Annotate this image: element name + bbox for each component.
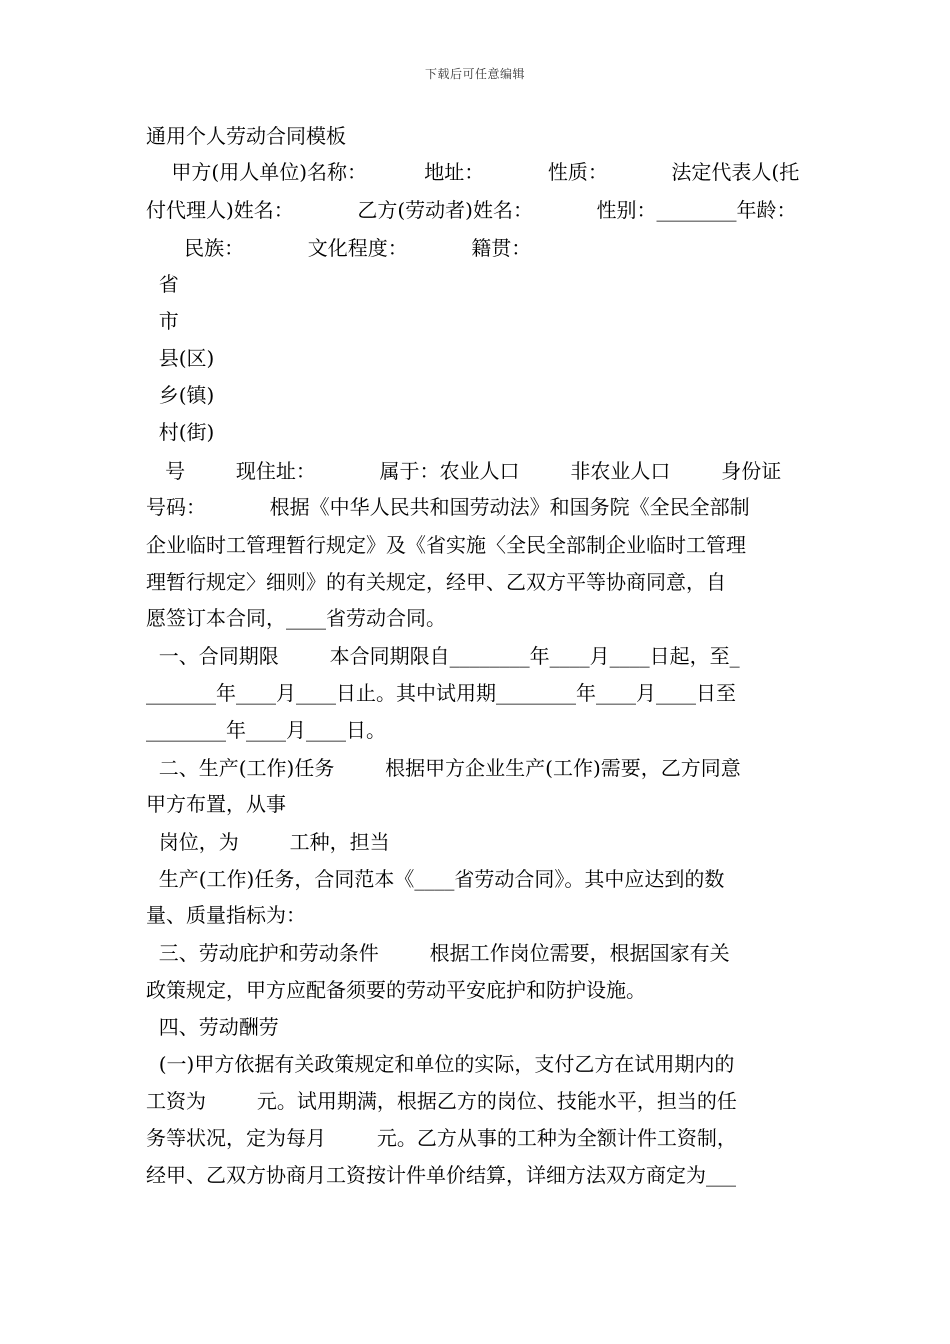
body-line: 岗位，为 工种，担当	[146, 830, 390, 854]
body-line: 工资为 元。试用期满，根据乙方的岗位、技能水平，担当的任	[146, 1089, 737, 1113]
body-line: 市	[146, 309, 179, 333]
header-note: 下载后可任意编辑	[424, 67, 525, 81]
body-line: 理暂行规定〉细则》的有关规定，经甲、乙双方平等协商同意，自	[146, 570, 726, 594]
body-line: 二、生产(工作)任务 根据甲方企业生产(工作)需要，乙方同意	[146, 756, 741, 780]
body-line: (一)甲方依据有关政策规定和单位的实际，支付乙方在试用期内的	[146, 1052, 735, 1076]
document-title: 通用个人劳动合同模板	[146, 124, 346, 148]
body-line: 号 现住址： 属于：农业人口 非农业人口 身份证	[146, 459, 782, 483]
body-line: 生产(工作)任务，合同范本《____省劳动合同》。其中应达到的数	[146, 867, 725, 891]
body-line: 县(区)	[146, 346, 215, 370]
body-line: _______年____月____日止。其中试用期________年____月____日至	[146, 681, 736, 705]
body-line: 一、合同期限 本合同期限自________年____月____日起，至_	[146, 644, 740, 668]
body-line: 经甲、乙双方协商月工资按计件单价结算，详细方法双方商定为___	[146, 1163, 736, 1187]
body-line: 乡(镇)	[146, 383, 215, 407]
body-line: 甲方布置，从事	[146, 792, 286, 816]
body-line: 企业临时工管理暂行规定》及《省实施〈全民全部制企业临时工管理	[146, 533, 746, 557]
body-line: 四、劳动酬劳	[146, 1015, 279, 1039]
body-line: 付代理人)姓名： 乙方(劳动者)姓名： 性别：________年龄：	[146, 198, 797, 222]
body-line: 村(街)	[146, 420, 215, 444]
body-line: 政策规定，甲方应配备须要的劳动平安庇护和防护设施。	[146, 978, 646, 1002]
body-line: 民族： 文化程度： 籍贯：	[146, 236, 532, 260]
body-line: 号码： 根据《中华人民共和国劳动法》和国务院《全民全部制	[146, 495, 750, 519]
body-line: ________年____月____日。	[146, 718, 386, 742]
body-line: 省	[146, 272, 179, 296]
body-line: 愿签订本合同，____省劳动合同。	[146, 606, 446, 630]
body-line: 三、劳动庇护和劳动条件 根据工作岗位需要，根据国家有关	[146, 941, 730, 965]
body-line: 量、质量指标为：	[146, 903, 306, 927]
body-line: 务等状况，定为每月 元。乙方从事的工种为全额计件工资制，	[146, 1126, 737, 1150]
body-line: 甲方(用人单位)名称： 地址： 性质： 法定代表人(托	[146, 160, 800, 184]
